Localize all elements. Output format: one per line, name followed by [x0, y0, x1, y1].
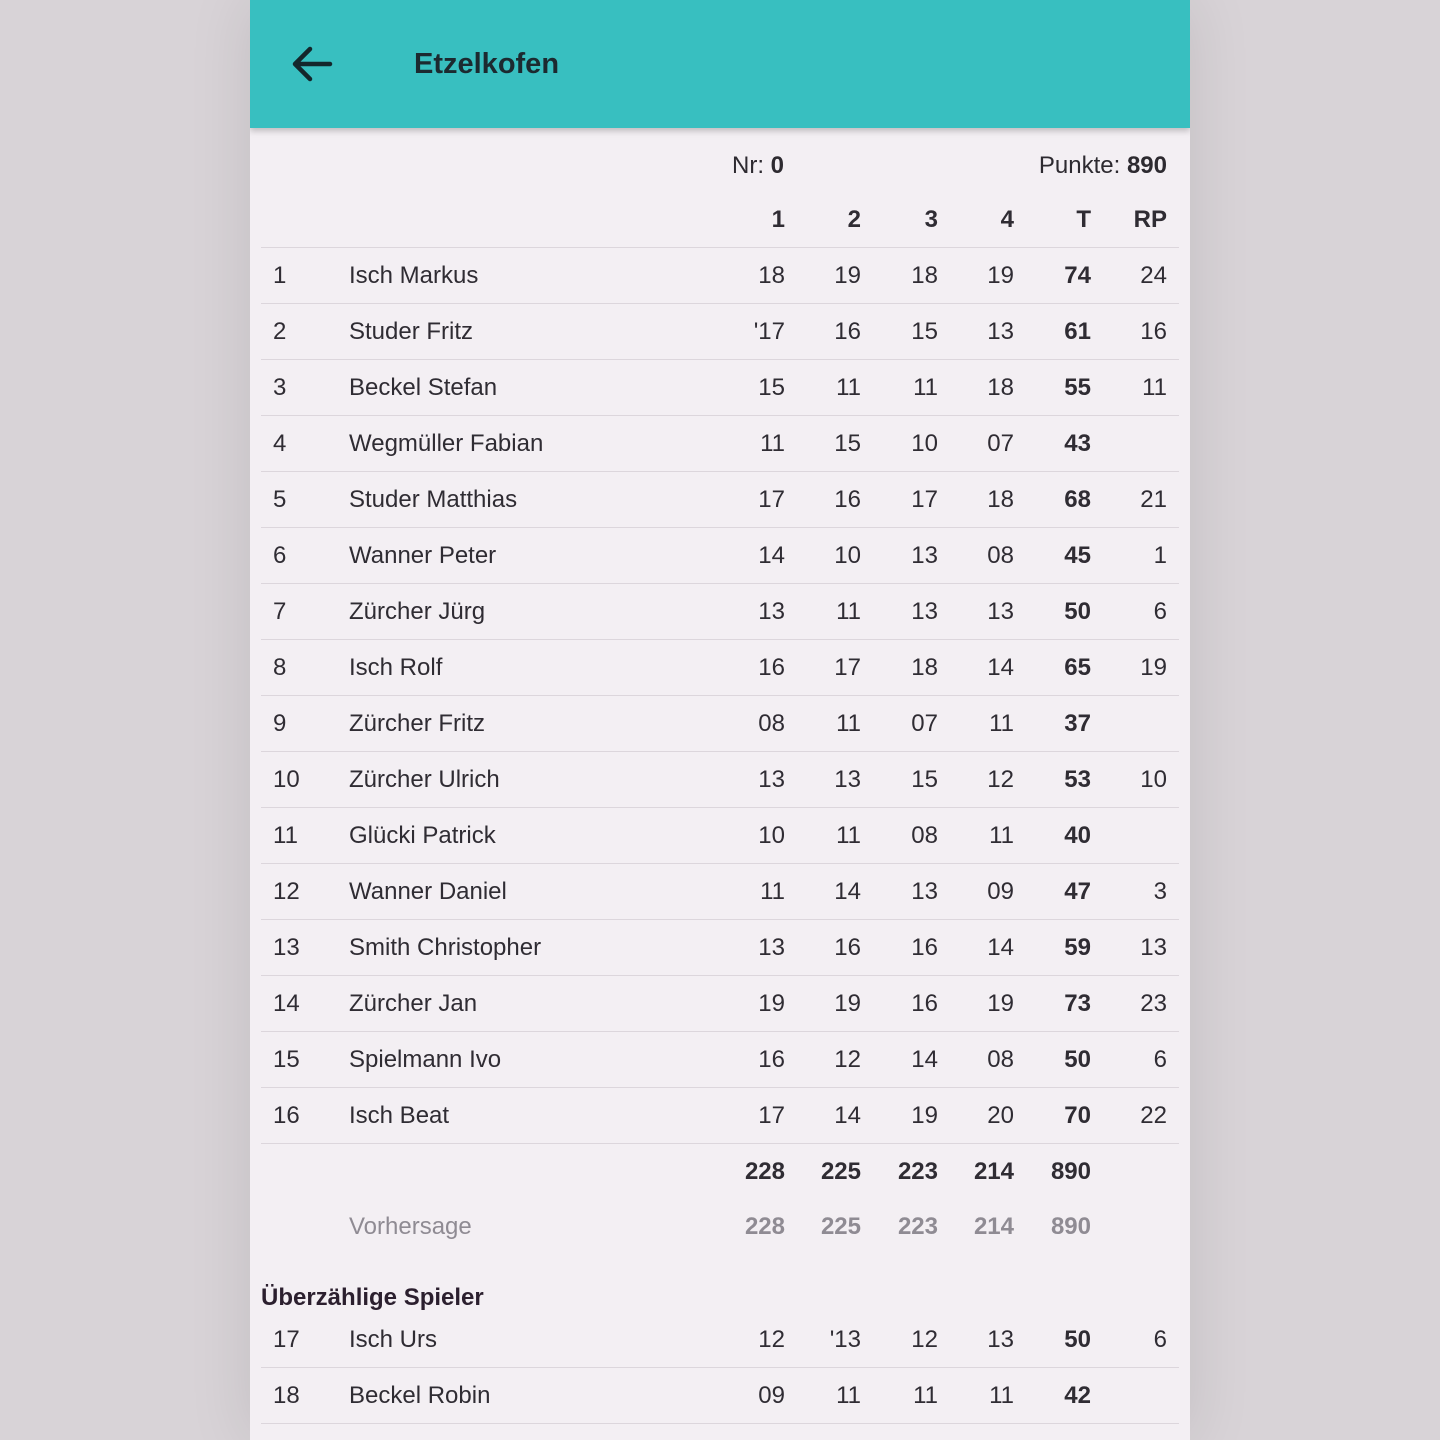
back-button[interactable]	[286, 40, 338, 88]
prediction-round-3: 223	[897, 1213, 938, 1240]
score-round-1: 18	[758, 262, 785, 289]
score-round-1: 16	[758, 1046, 785, 1073]
score-round-3: 13	[911, 878, 938, 905]
player-nr: 1	[273, 262, 287, 289]
score-round-2: 13	[834, 766, 861, 793]
rank-points: 24	[1140, 262, 1167, 289]
table-row[interactable]	[261, 752, 1179, 808]
rank-points: 6	[1153, 1046, 1167, 1073]
score-round-3: 19	[911, 1102, 938, 1129]
player-name: Glücki Patrick	[349, 822, 496, 849]
header-round-4: 4	[1000, 206, 1014, 233]
score-round-1: 16	[758, 654, 785, 681]
score-round-2: 19	[834, 262, 861, 289]
player-nr: 4	[273, 430, 287, 457]
score-round-3: 16	[911, 990, 938, 1017]
team-points-label: Punkte:	[1038, 152, 1127, 179]
header-total: T	[1076, 206, 1091, 233]
score-round-3: 18	[911, 654, 938, 681]
score-total: 65	[1064, 654, 1091, 681]
rank-points: 13	[1140, 934, 1167, 961]
table-row[interactable]	[261, 1368, 1179, 1424]
score-round-4: 08	[987, 542, 1014, 569]
score-total: 53	[1064, 766, 1091, 793]
score-round-4: 11	[989, 822, 1014, 849]
player-nr: 17	[273, 1326, 300, 1353]
rank-points: 6	[1153, 1326, 1167, 1353]
score-round-2: 17	[834, 654, 861, 681]
team-number-label: Nr:	[732, 152, 771, 179]
team-number-value: 0	[770, 152, 785, 179]
score-round-4: 11	[989, 1382, 1014, 1409]
score-round-4: 18	[987, 374, 1014, 401]
score-round-4: 07	[987, 430, 1014, 457]
score-total: 50	[1064, 1046, 1091, 1073]
score-round-4: 14	[987, 654, 1014, 681]
player-nr: 2	[273, 318, 287, 345]
player-nr: 7	[273, 598, 287, 625]
score-round-1: 13	[758, 598, 785, 625]
table-header	[261, 192, 1179, 248]
score-round-3: 08	[911, 822, 938, 849]
table-row[interactable]	[261, 584, 1179, 640]
score-round-2: 10	[834, 542, 861, 569]
player-name: Isch Markus	[349, 262, 479, 289]
player-name: Isch Rolf	[349, 654, 443, 681]
score-round-3: 15	[911, 318, 938, 345]
player-name: Zürcher Ulrich	[349, 766, 500, 793]
score-total: 50	[1064, 1326, 1091, 1353]
table-row[interactable]	[261, 304, 1179, 360]
player-name: Isch Urs	[349, 1326, 438, 1353]
total-round-3: 223	[897, 1158, 938, 1185]
score-total: 45	[1064, 542, 1091, 569]
extra-player-list	[261, 1312, 1179, 1424]
prediction-row	[261, 1199, 1179, 1251]
prediction-round-2: 225	[820, 1213, 861, 1240]
score-round-2: 11	[836, 822, 861, 849]
player-name: Zürcher Jürg	[349, 598, 486, 625]
rank-points: 10	[1140, 766, 1167, 793]
rank-points: 21	[1140, 486, 1167, 513]
score-round-1: 17	[758, 1102, 785, 1129]
header-round-2: 2	[847, 206, 861, 233]
table-row[interactable]	[261, 472, 1179, 528]
player-name: Wegmüller Fabian	[349, 430, 544, 457]
score-round-2: 14	[834, 1102, 861, 1129]
score-round-4: 08	[987, 1046, 1014, 1073]
arrow-left-icon	[290, 44, 334, 84]
player-name: Zürcher Jan	[349, 990, 478, 1017]
player-nr: 6	[273, 542, 287, 569]
table-row[interactable]	[261, 1088, 1179, 1144]
prediction-round-1: 228	[744, 1213, 785, 1240]
score-round-3: 16	[911, 934, 938, 961]
score-total: 40	[1064, 822, 1091, 849]
page-title: Etzelkofen	[414, 48, 560, 80]
table-row[interactable]	[261, 416, 1179, 472]
team-points-value: 890	[1126, 152, 1167, 179]
table-row[interactable]	[261, 696, 1179, 752]
table-row[interactable]	[261, 920, 1179, 976]
rank-points: 11	[1142, 374, 1167, 401]
score-round-3: 13	[911, 542, 938, 569]
total-round-1: 228	[744, 1158, 785, 1185]
player-nr: 15	[273, 1046, 300, 1073]
player-nr: 13	[273, 934, 300, 961]
rank-points: 3	[1153, 878, 1167, 905]
score-round-1: 12	[758, 1326, 785, 1353]
player-name: Smith Christopher	[349, 934, 542, 961]
total-round-4: 214	[973, 1158, 1014, 1185]
rank-points: 6	[1153, 598, 1167, 625]
score-round-1: 17	[758, 486, 785, 513]
score-total: 61	[1064, 318, 1091, 345]
player-name: Beckel Stefan	[349, 374, 498, 401]
score-round-3: 17	[911, 486, 938, 513]
score-round-4: 14	[987, 934, 1014, 961]
app-bar	[250, 0, 1190, 128]
score-round-2: 16	[834, 318, 861, 345]
score-round-4: 19	[987, 262, 1014, 289]
player-name: Zürcher Fritz	[349, 710, 486, 737]
player-nr: 16	[273, 1102, 300, 1129]
player-name: Wanner Peter	[349, 542, 497, 569]
player-nr: 3	[273, 374, 287, 401]
score-round-1: 08	[758, 710, 785, 737]
score-round-1: 09	[758, 1382, 785, 1409]
table-row[interactable]	[261, 808, 1179, 864]
score-round-4: 18	[987, 486, 1014, 513]
table-row[interactable]	[261, 640, 1179, 696]
score-round-4: 11	[989, 710, 1014, 737]
score-round-1: 19	[758, 990, 785, 1017]
score-table	[261, 192, 1179, 1251]
header-round-3: 3	[924, 206, 938, 233]
table-row[interactable]	[261, 248, 1179, 304]
score-total: 42	[1064, 1382, 1091, 1409]
player-name: Wanner Daniel	[349, 878, 507, 905]
score-total: 59	[1064, 934, 1091, 961]
total-sum: 890	[1050, 1158, 1091, 1185]
score-round-2: 11	[836, 598, 861, 625]
score-total: 73	[1064, 990, 1091, 1017]
score-total: 37	[1064, 710, 1091, 737]
player-list	[261, 248, 1179, 1144]
player-nr: 8	[273, 654, 287, 681]
score-round-1: 14	[758, 542, 785, 569]
score-round-1: 11	[760, 430, 785, 457]
player-nr: 10	[273, 766, 300, 793]
score-round-1: 11	[760, 878, 785, 905]
score-total: 70	[1064, 1102, 1091, 1129]
score-round-3: 13	[911, 598, 938, 625]
score-round-3: 11	[913, 374, 938, 401]
player-nr: 18	[273, 1382, 300, 1409]
score-round-3: 15	[911, 766, 938, 793]
rank-points: 1	[1153, 542, 1167, 569]
header-rank-points: RP	[1133, 206, 1167, 233]
table-row[interactable]	[261, 1312, 1179, 1368]
app-screen	[250, 0, 1190, 1440]
table-row[interactable]	[261, 528, 1179, 584]
score-round-2: 16	[834, 486, 861, 513]
score-round-2: 19	[834, 990, 861, 1017]
score-round-4: 12	[987, 766, 1014, 793]
score-round-2: '13	[829, 1326, 861, 1353]
score-round-4: 13	[987, 318, 1014, 345]
score-round-2: 11	[836, 1382, 861, 1409]
score-round-4: 19	[987, 990, 1014, 1017]
score-round-3: 12	[911, 1326, 938, 1353]
table-row[interactable]	[261, 864, 1179, 920]
score-round-4: 09	[987, 878, 1014, 905]
player-name: Studer Matthias	[349, 486, 518, 513]
score-total: 47	[1064, 878, 1091, 905]
player-nr: 9	[273, 710, 287, 737]
extra-players-table	[261, 1312, 1179, 1424]
score-round-2: 15	[834, 430, 861, 457]
player-name: Studer Fritz	[349, 318, 474, 345]
total-round-2: 225	[820, 1158, 861, 1185]
score-round-1: 15	[758, 374, 785, 401]
team-points	[1039, 146, 1167, 186]
table-row[interactable]	[261, 360, 1179, 416]
score-round-3: 18	[911, 262, 938, 289]
score-round-3: 07	[911, 710, 938, 737]
score-round-1: '17	[753, 318, 785, 345]
score-round-3: 10	[911, 430, 938, 457]
score-round-1: 10	[758, 822, 785, 849]
prediction-round-4: 214	[973, 1213, 1014, 1240]
score-total: 43	[1064, 430, 1091, 457]
score-round-3: 14	[911, 1046, 938, 1073]
extra-players-title: Überzählige Spieler	[261, 1284, 484, 1311]
player-nr: 12	[273, 878, 300, 905]
totals-row	[261, 1144, 1179, 1199]
rank-points: 23	[1140, 990, 1167, 1017]
score-round-2: 14	[834, 878, 861, 905]
player-name: Spielmann Ivo	[349, 1046, 502, 1073]
score-round-4: 20	[987, 1102, 1014, 1129]
score-round-2: 16	[834, 934, 861, 961]
score-round-4: 13	[987, 1326, 1014, 1353]
score-round-4: 13	[987, 598, 1014, 625]
header-round-1: 1	[771, 206, 785, 233]
rank-points: 16	[1140, 318, 1167, 345]
score-round-3: 11	[913, 1382, 938, 1409]
score-total: 74	[1064, 262, 1091, 289]
score-round-2: 12	[834, 1046, 861, 1073]
team-number	[732, 146, 784, 186]
score-round-1: 13	[758, 934, 785, 961]
score-round-2: 11	[836, 374, 861, 401]
prediction-total: 890	[1050, 1213, 1091, 1240]
score-round-1: 13	[758, 766, 785, 793]
player-name: Isch Beat	[349, 1102, 450, 1129]
score-total: 55	[1064, 374, 1091, 401]
player-name: Beckel Robin	[349, 1382, 491, 1409]
score-total: 50	[1064, 598, 1091, 625]
table-row[interactable]	[261, 976, 1179, 1032]
rank-points: 19	[1140, 654, 1167, 681]
player-nr: 5	[273, 486, 287, 513]
player-nr: 11	[273, 822, 298, 849]
rank-points: 22	[1140, 1102, 1167, 1129]
score-round-2: 11	[836, 710, 861, 737]
player-nr: 14	[273, 990, 300, 1017]
table-row[interactable]	[261, 1032, 1179, 1088]
prediction-label: Vorhersage	[349, 1213, 472, 1240]
score-total: 68	[1064, 486, 1091, 513]
